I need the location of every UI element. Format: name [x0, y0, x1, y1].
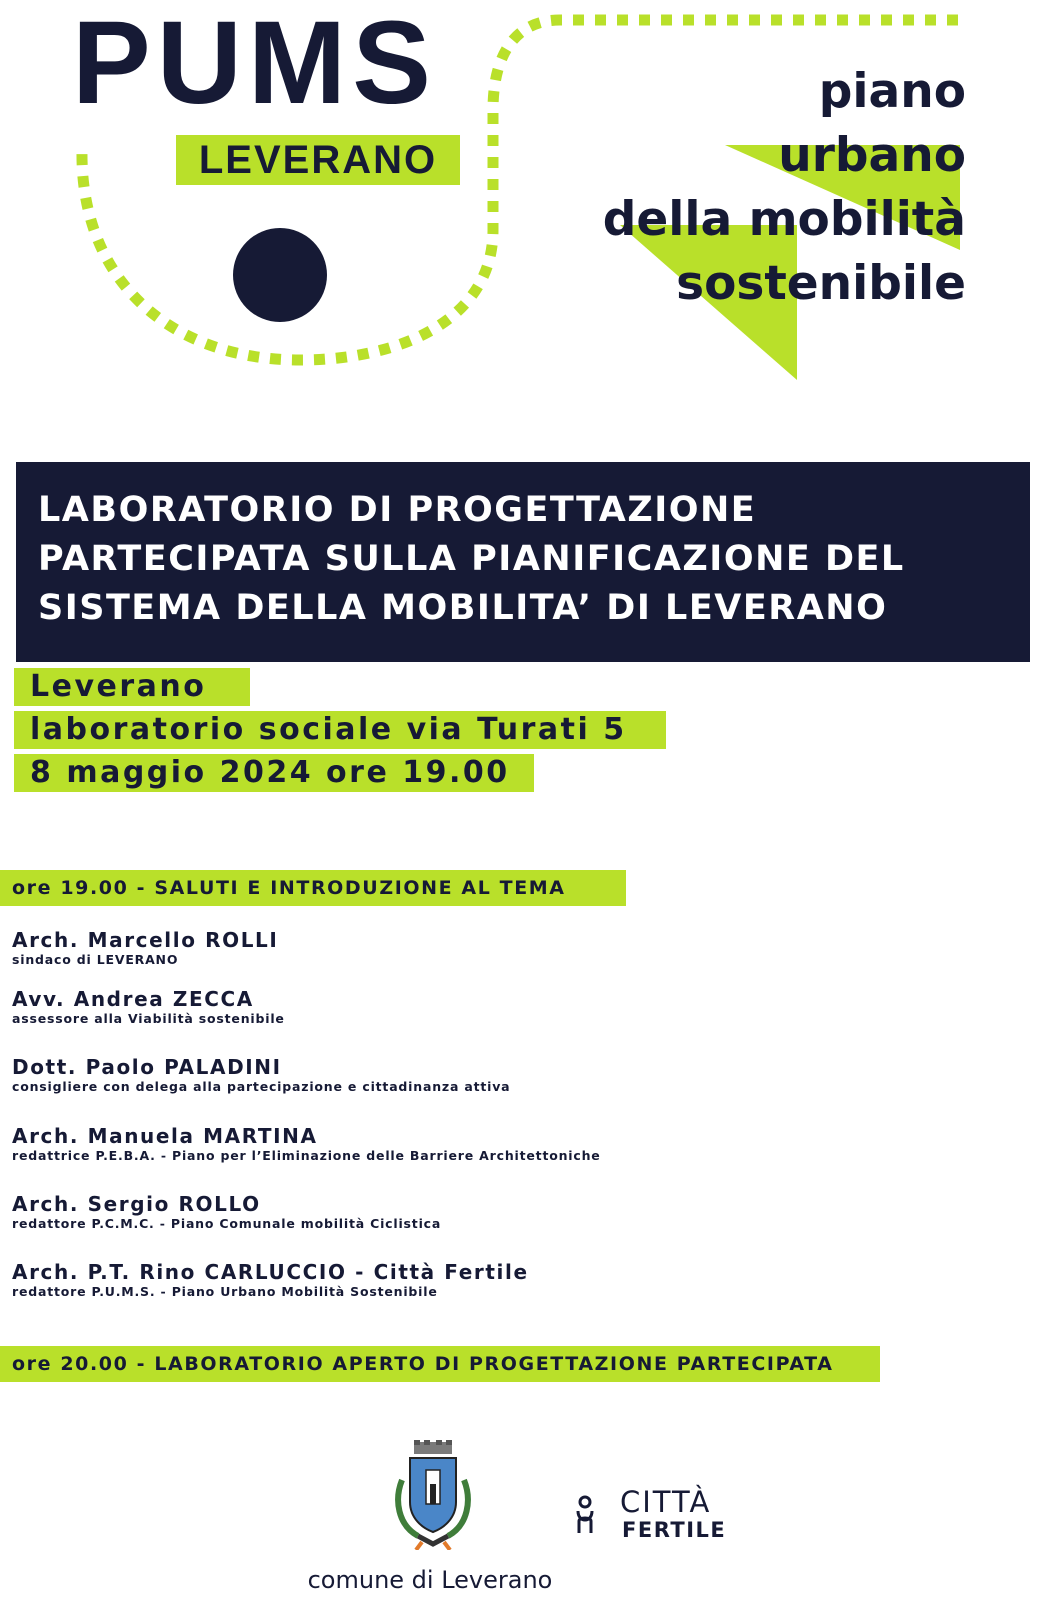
town-crest-icon [388, 1440, 478, 1550]
speaker-4 [12, 1124, 601, 1164]
speaker-role: consigliere con delega alla partecipazione e cittadinanza attiva [12, 1079, 511, 1094]
speaker-5 [12, 1192, 441, 1232]
partner-name-line-2: FERTILE [622, 1518, 727, 1542]
partner-name-line-1: CITTÀ [620, 1485, 712, 1519]
tagline-line-4: sostenibile [676, 256, 966, 311]
speaker-name: Avv. Andrea ZECCA [12, 987, 254, 1011]
speaker-role: redattore P.U.M.S. - Piano Urbano Mobilità Sostenibile [12, 1284, 438, 1299]
navy-dot [233, 228, 327, 322]
speaker-1 [12, 928, 278, 968]
speaker-3 [12, 1055, 510, 1095]
tagline-line-2: urbano [778, 128, 966, 183]
tagline-line-3: della mobilità [602, 192, 966, 247]
event-datetime: 8 maggio 2024 ore 19.00 [14, 754, 534, 792]
session-1-heading: ore 19.00 - SALUTI E INTRODUZIONE AL TEMA [0, 870, 626, 906]
banner-line-2: PARTECIPATA SULLA PIANIFICAZIONE DEL [38, 539, 905, 579]
event-venue: laboratorio sociale via Turati 5 [14, 711, 666, 749]
speaker-role: redattrice P.E.B.A. - Piano per l’Eliminazione delle Barriere Architettoniche [12, 1148, 601, 1163]
speaker-role: assessore alla Viabilità sostenibile [12, 1011, 285, 1026]
citta-fertile-logo-icon [575, 1493, 595, 1535]
speaker-name: Arch. Manuela MARTINA [12, 1124, 318, 1148]
speaker-2 [12, 987, 285, 1027]
city-tag: LEVERANO [176, 135, 460, 185]
session-2-heading: ore 20.00 - LABORATORIO APERTO DI PROGETTAZIONE PARTECIPATA [0, 1346, 880, 1382]
banner-line-1: LABORATORIO DI PROGETTAZIONE [38, 490, 757, 530]
banner-line-3: SISTEMA DELLA MOBILITA’ DI LEVERANO [38, 588, 888, 628]
speaker-6 [12, 1260, 529, 1300]
speaker-role: sindaco di LEVERANO [12, 952, 179, 967]
speaker-name: Arch. Sergio ROLLO [12, 1192, 261, 1216]
pums-title: PUMS [72, 0, 437, 129]
speaker-role: redattore P.C.M.C. - Piano Comunale mobilità Ciclistica [12, 1216, 442, 1231]
speaker-name: Arch. Marcello ROLLI [12, 928, 279, 952]
comune-caption: comune di Leverano [307, 1566, 553, 1594]
speaker-name: Arch. P.T. Rino CARLUCCIO - Città Fertile [12, 1260, 529, 1284]
speaker-name: Dott. Paolo PALADINI [12, 1055, 282, 1079]
event-place: Leverano [14, 668, 250, 706]
tagline-line-1: piano [818, 64, 966, 119]
tagline [603, 60, 966, 316]
event-title-banner [16, 462, 1030, 662]
